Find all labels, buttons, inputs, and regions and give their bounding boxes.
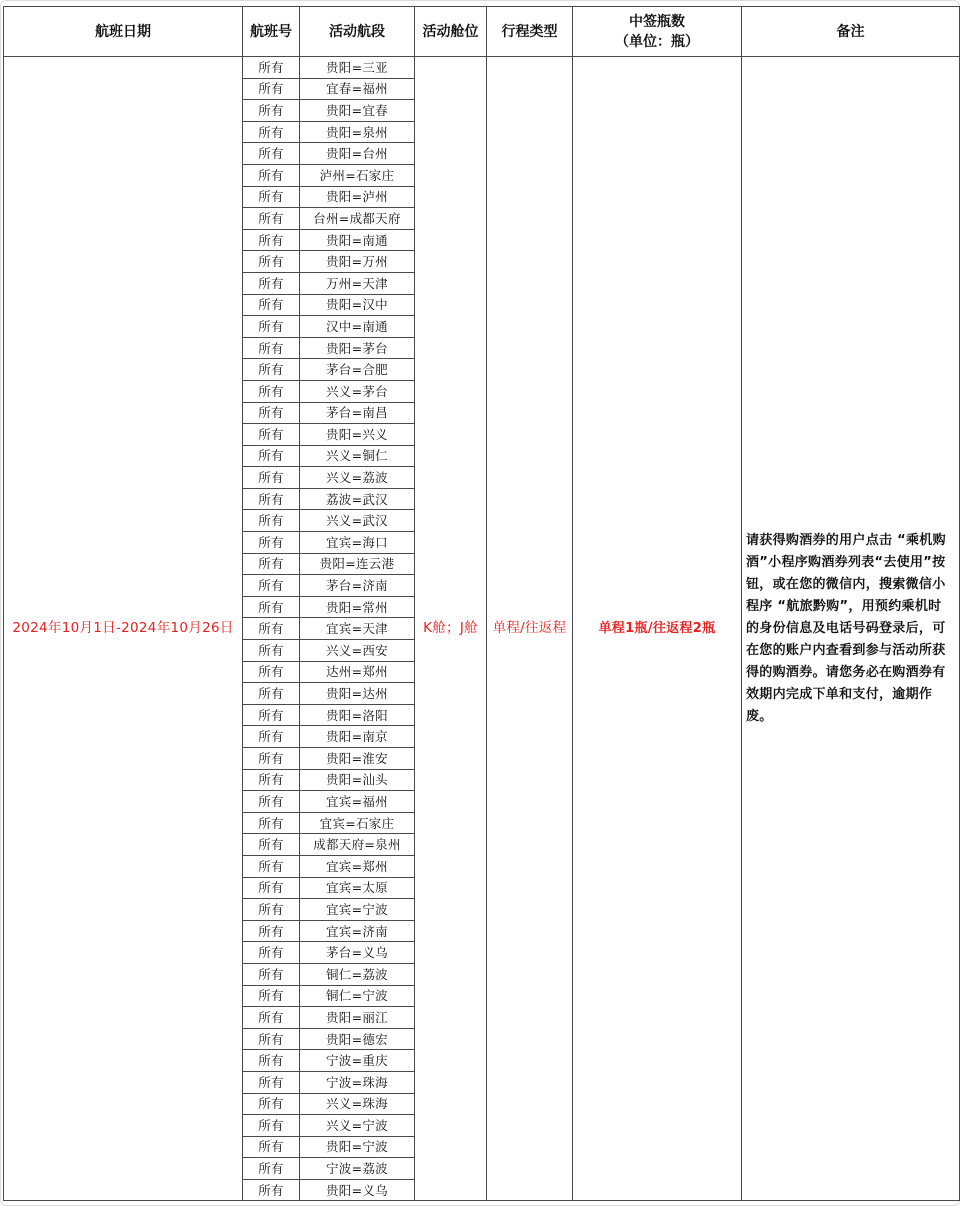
flight-number-cell: 所有: [243, 661, 300, 683]
route-segment-cell: 铜仁=荔波: [300, 963, 415, 985]
flight-number-cell: 所有: [243, 877, 300, 899]
flight-number-cell: 所有: [243, 942, 300, 964]
flight-number-cell: 所有: [243, 1071, 300, 1093]
flight-number-cell: 所有: [243, 596, 300, 618]
route-segment-cell: 宁波=重庆: [300, 1050, 415, 1072]
route-segment-cell: 贵阳=汉中: [300, 294, 415, 316]
flight-number-cell: 所有: [243, 186, 300, 208]
route-segment-cell: 茅台=义乌: [300, 942, 415, 964]
route-segment-cell: 宜宾=太原: [300, 877, 415, 899]
bottle-count-cell: 单程1瓶/往返程2瓶: [573, 57, 742, 1201]
route-segment-cell: 汉中=南通: [300, 316, 415, 338]
route-segment-cell: 宁波=珠海: [300, 1071, 415, 1093]
route-segment-cell: 万州=天津: [300, 272, 415, 294]
route-segment-cell: 宜宾=济南: [300, 920, 415, 942]
flight-number-cell: 所有: [243, 1050, 300, 1072]
flight-number-cell: 所有: [243, 1158, 300, 1180]
flight-number-cell: 所有: [243, 920, 300, 942]
flight-number-cell: 所有: [243, 100, 300, 122]
route-segment-cell: 达州=郑州: [300, 661, 415, 683]
flight-date-range-cell: 2024年10月1日-2024年10月26日: [4, 57, 243, 1201]
flight-number-cell: 所有: [243, 1179, 300, 1201]
header-bottle-count-title: 中签瓶数: [629, 13, 685, 30]
table-header: [4, 7, 960, 57]
flight-number-cell: 所有: [243, 488, 300, 510]
route-segment-cell: 兴义=武汉: [300, 510, 415, 532]
flight-number-cell: 所有: [243, 769, 300, 791]
table-row: [4, 57, 960, 79]
flight-number-cell: 所有: [243, 812, 300, 834]
table-body: [4, 57, 960, 1201]
flight-number-cell: 所有: [243, 748, 300, 770]
flight-number-cell: 所有: [243, 272, 300, 294]
header-trip-type: 行程类型: [487, 7, 573, 57]
trip-type-cell: 单程/往返程: [487, 57, 573, 1201]
flight-number-cell: 所有: [243, 640, 300, 662]
route-segment-cell: 贵阳=义乌: [300, 1179, 415, 1201]
route-segment-cell: 兴义=铜仁: [300, 445, 415, 467]
flight-number-cell: 所有: [243, 424, 300, 446]
flight-number-cell: 所有: [243, 726, 300, 748]
flight-number-cell: 所有: [243, 1093, 300, 1115]
route-segment-cell: 宜宾=福州: [300, 791, 415, 813]
flight-number-cell: 所有: [243, 575, 300, 597]
promotion-table: [3, 6, 960, 1201]
flight-number-cell: 所有: [243, 618, 300, 640]
flight-number-cell: 所有: [243, 985, 300, 1007]
route-segment-cell: 贵阳=三亚: [300, 57, 415, 79]
flight-number-cell: 所有: [243, 208, 300, 230]
flight-number-cell: 所有: [243, 683, 300, 705]
route-segment-cell: 兴义=茅台: [300, 380, 415, 402]
route-segment-cell: 台州=成都天府: [300, 208, 415, 230]
flight-number-cell: 所有: [243, 402, 300, 424]
flight-number-cell: 所有: [243, 704, 300, 726]
route-segment-cell: 贵阳=南京: [300, 726, 415, 748]
route-segment-cell: 贵阳=泸州: [300, 186, 415, 208]
route-segment-cell: 贵阳=宜春: [300, 100, 415, 122]
route-segment-cell: 贵阳=达州: [300, 683, 415, 705]
route-segment-cell: 贵阳=常州: [300, 596, 415, 618]
route-segment-cell: 茅台=济南: [300, 575, 415, 597]
flight-number-cell: 所有: [243, 78, 300, 100]
flight-number-cell: 所有: [243, 1007, 300, 1029]
route-segment-cell: 茅台=南昌: [300, 402, 415, 424]
flight-number-cell: 所有: [243, 855, 300, 877]
header-bottle-count: [573, 7, 742, 57]
route-segment-cell: 兴义=宁波: [300, 1115, 415, 1137]
header-flight-date: 航班日期: [4, 7, 243, 57]
header-cabin-class: 活动舱位: [415, 7, 487, 57]
flight-number-cell: 所有: [243, 899, 300, 921]
flight-number-cell: 所有: [243, 229, 300, 251]
flight-number-cell: 所有: [243, 467, 300, 489]
flight-number-cell: 所有: [243, 164, 300, 186]
flight-number-cell: 所有: [243, 510, 300, 532]
route-segment-cell: 荔波=武汉: [300, 488, 415, 510]
route-segment-cell: 兴义=珠海: [300, 1093, 415, 1115]
route-segment-cell: 贵阳=连云港: [300, 553, 415, 575]
route-segment-cell: 宜春=福州: [300, 78, 415, 100]
flight-number-cell: 所有: [243, 380, 300, 402]
route-segment-cell: 贵阳=台州: [300, 143, 415, 165]
route-segment-cell: 宁波=荔波: [300, 1158, 415, 1180]
flight-number-cell: 所有: [243, 1028, 300, 1050]
cabin-class-cell: K舱；J舱: [415, 57, 487, 1201]
flight-number-cell: 所有: [243, 1115, 300, 1137]
flight-number-cell: 所有: [243, 445, 300, 467]
route-segment-cell: 宜宾=宁波: [300, 899, 415, 921]
route-segment-cell: 贵阳=洛阳: [300, 704, 415, 726]
flight-number-cell: 所有: [243, 121, 300, 143]
route-segment-cell: 贵阳=汕头: [300, 769, 415, 791]
route-segment-cell: 贵阳=万州: [300, 251, 415, 273]
flight-number-cell: 所有: [243, 337, 300, 359]
header-flight-number: 航班号: [243, 7, 300, 57]
flight-number-cell: 所有: [243, 143, 300, 165]
route-segment-cell: 成都天府=泉州: [300, 834, 415, 856]
flight-number-cell: 所有: [243, 359, 300, 381]
route-segment-cell: 宜宾=天津: [300, 618, 415, 640]
flight-number-cell: 所有: [243, 532, 300, 554]
header-route-segment: 活动航段: [300, 7, 415, 57]
flight-number-cell: 所有: [243, 1136, 300, 1158]
route-segment-cell: 贵阳=南通: [300, 229, 415, 251]
flight-number-cell: 所有: [243, 791, 300, 813]
flight-number-cell: 所有: [243, 294, 300, 316]
route-segment-cell: 贵阳=宁波: [300, 1136, 415, 1158]
route-segment-cell: 贵阳=德宏: [300, 1028, 415, 1050]
notes-cell: 请获得购酒券的用户点击 “乘机购酒”小程序购酒券列表“去使用”按钮，或在您的微信内，搜索微信小程序 “航旅黔购”，用预约乘机时的身份信息及电话号码登录后，可在您的账户内查看到参与活动所获得的购酒券。请您务必在购酒券有效期内完成下单和支付，逾期作废。: [742, 57, 960, 1201]
route-segment-cell: 贵阳=丽江: [300, 1007, 415, 1029]
route-segment-cell: 贵阳=泉州: [300, 121, 415, 143]
route-segment-cell: 茅台=合肥: [300, 359, 415, 381]
route-segment-cell: 贵阳=淮安: [300, 748, 415, 770]
route-segment-cell: 兴义=荔波: [300, 467, 415, 489]
route-segment-cell: 贵阳=兴义: [300, 424, 415, 446]
header-bottle-count-unit: （单位：瓶）: [615, 33, 699, 50]
header-row: [4, 7, 960, 57]
header-notes: 备注: [742, 7, 960, 57]
flight-number-cell: 所有: [243, 57, 300, 79]
flight-number-cell: 所有: [243, 963, 300, 985]
flight-number-cell: 所有: [243, 553, 300, 575]
flight-number-cell: 所有: [243, 316, 300, 338]
route-segment-cell: 铜仁=宁波: [300, 985, 415, 1007]
route-segment-cell: 宜宾=海口: [300, 532, 415, 554]
route-segment-cell: 泸州=石家庄: [300, 164, 415, 186]
route-segment-cell: 宜宾=石家庄: [300, 812, 415, 834]
flight-number-cell: 所有: [243, 251, 300, 273]
route-segment-cell: 兴义=西安: [300, 640, 415, 662]
flight-number-cell: 所有: [243, 834, 300, 856]
route-segment-cell: 宜宾=郑州: [300, 855, 415, 877]
route-segment-cell: 贵阳=茅台: [300, 337, 415, 359]
